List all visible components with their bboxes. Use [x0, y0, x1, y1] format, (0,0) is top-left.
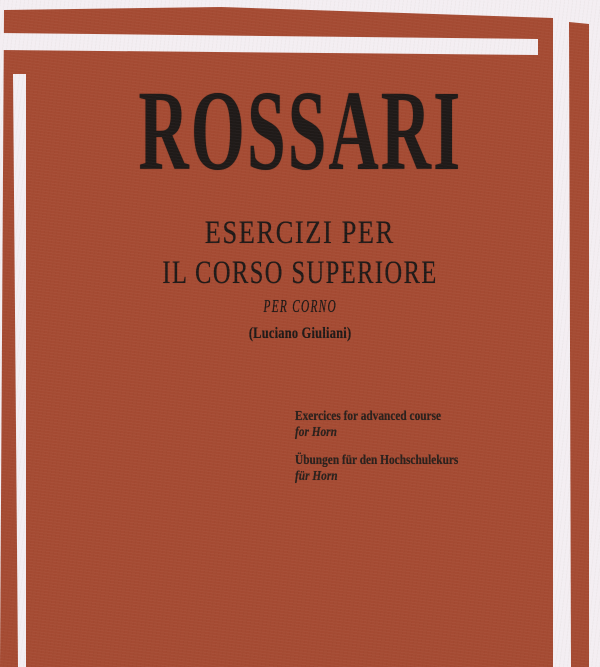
translation-english-line2: for Horn: [295, 424, 337, 439]
author-title: [0, 67, 600, 194]
instrument-subtitle: [0, 297, 600, 315]
instrument-subtitle-text: PER CORNO: [263, 296, 337, 316]
work-title-line1-text: ESERCIZI PER: [204, 215, 396, 251]
editor-credit-text: (Luciano Giuliani): [248, 325, 352, 342]
translation-german-line2: für Horn: [295, 468, 338, 483]
work-title-line2: [0, 257, 600, 290]
translation-german-line1: Übungen für den Hochschulekurs: [295, 452, 459, 467]
translations-gap: [295, 440, 458, 452]
translations-block: [295, 408, 458, 484]
work-title-line1: [0, 217, 600, 250]
author-title-text: ROSSARI: [138, 67, 462, 194]
editor-credit: [0, 326, 600, 342]
translation-english-line1: Exercices for advanced course: [295, 408, 442, 423]
work-title-line2-text: IL CORSO SUPERIORE: [162, 255, 438, 291]
